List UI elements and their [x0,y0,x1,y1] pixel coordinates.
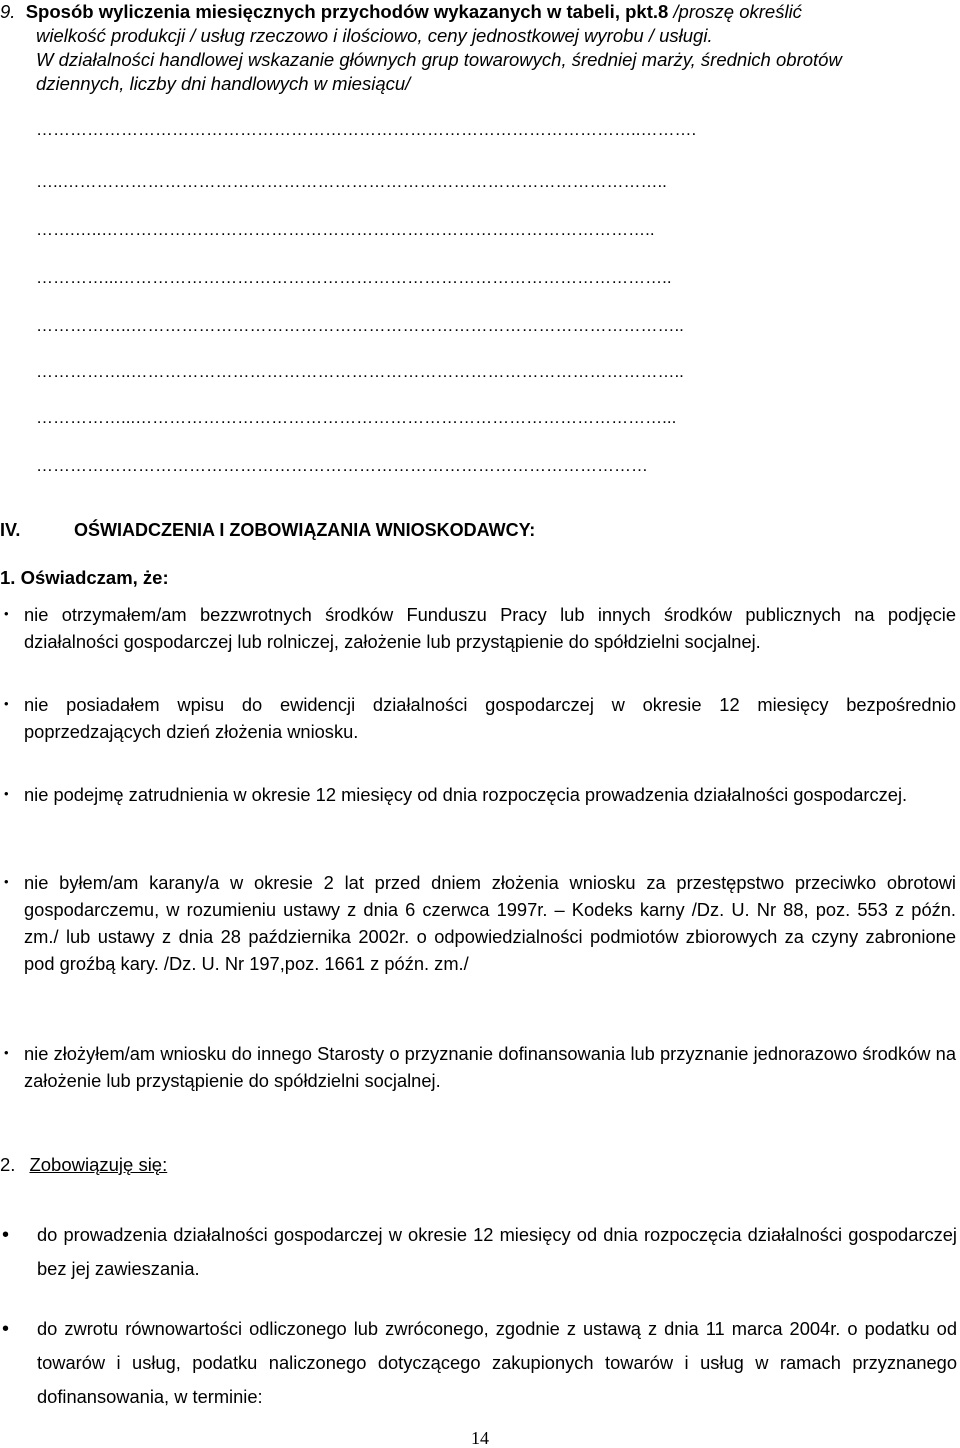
page-number: 14 [471,1428,489,1448]
dotted-line[interactable]: ……………………………………………………………………………………………… [36,456,648,475]
bullet-icon: • [2,1318,10,1340]
section-9-title: Sposób wyliczenia miesięcznych przychodów wykazanych w tabeli, pkt.8 [25,1,669,22]
subsection-2-label [0,1154,167,1176]
declaration-text: nie złożyłem/am wniosku do innego Starosty o przyznanie dofinansowania lub przyznanie jednorazowo środków na założenie lub przystąpienie do spółdzielni socjalnej. [24,1043,956,1091]
dotted-line[interactable]: ……………………………………………………………………………………………..………. [36,120,697,139]
bullet-icon: • [4,696,9,711]
section-9-line-2: wielkość produkcji / usług rzeczowo i ilościowo, ceny jednostkowej wyrobu / usługi. [36,25,713,46]
subsection-2-number: 2. [0,1154,16,1175]
section-4-title: OŚWIADCZENIA I ZOBOWIĄZANIA WNIOSKODAWCY: [74,520,536,540]
section-9-line-1 [0,0,945,24]
section-9-number: 9. [0,1,16,22]
section-9-line-3: W działalności handlowej wskazanie głównych grup towarowych, średniej marży, średnich obrotów [36,49,842,70]
dotted-line[interactable]: ……………...…………………………………………………………………………………... [36,408,677,427]
declaration-text: nie byłem/am karany/a w okresie 2 lat przed dniem złożenia wniosku za przestępstwo przeciwko obrotowi gospodarczemu, w rozumieniu ustawy z dnia 6 czerwca 1997r. – Kodeks karny /Dz. U. Nr 88, poz. 553 z późn. zm./ lub ustawy z dnia 28 października 2002r. o odpowiedzialności podmiotów zbiorowych za czyny zabronione pod groźbą kary. /Dz. U. Nr 197,poz. 1661 z późn. zm./ [24,872,956,974]
dotted-line[interactable]: …………...…………………………………………………………………………………….. [36,268,672,287]
dotted-line[interactable]: …….…..…………………………………………………………………………………….. [36,220,655,239]
dotted-line[interactable]: ……………..…………………………………………………………………………………….. [36,362,684,381]
subsection-2-title: Zobowiązuję się: [29,1154,168,1175]
subsection-1-label: 1. Oświadczam, że: [0,567,169,588]
dotted-line[interactable]: …..…………………………………………………………………………………………….. [36,172,667,191]
obligation-text: do zwrotu równowartości odliczonego lub zwróconego, zgodnie z ustawą z dnia 11 marca 2004r. o podatku od towarów i usług, podatku naliczonego dotyczącego zakupionych towarów i usług w ramach przyznanego dofinansowania, w terminie: [37,1318,957,1407]
bullet-icon: • [4,786,9,801]
declaration-text: nie otrzymałem/am bezzwrotnych środków Funduszu Pracy lub innych środków publicznych na podjęcie działalności gospodarczej lub rolniczej, założenie lub przystąpienie do spółdzielni socjalnej. [24,604,956,652]
section-9 [0,0,945,96]
bullet-icon: • [4,606,9,621]
section-9-note-start: /proszę określić [668,1,802,22]
bullet-icon: • [2,1224,10,1246]
section-4-number: IV. [0,520,21,540]
bullet-icon: • [4,1045,9,1060]
obligation-text: do prowadzenia działalności gospodarczej w okresie 12 miesięcy od dnia rozpoczęcia działalności gospodarczej bez jej zawieszania. [37,1224,957,1279]
bullet-icon: • [4,874,9,889]
declaration-text: nie podejmę zatrudnienia w okresie 12 miesięcy od dnia rozpoczęcia prowadzenia działalności gospodarczej. [24,784,908,805]
section-9-line-4: dziennych, liczby dni handlowych w miesiącu/ [36,73,411,94]
declaration-text: nie posiadałem wpisu do ewidencji działalności gospodarczej w okresie 12 miesięcy bezpośrednio poprzedzających dzień złożenia wniosku. [24,694,956,742]
dotted-line[interactable]: ……………..…………………………………………………………………………………….. [36,316,684,335]
